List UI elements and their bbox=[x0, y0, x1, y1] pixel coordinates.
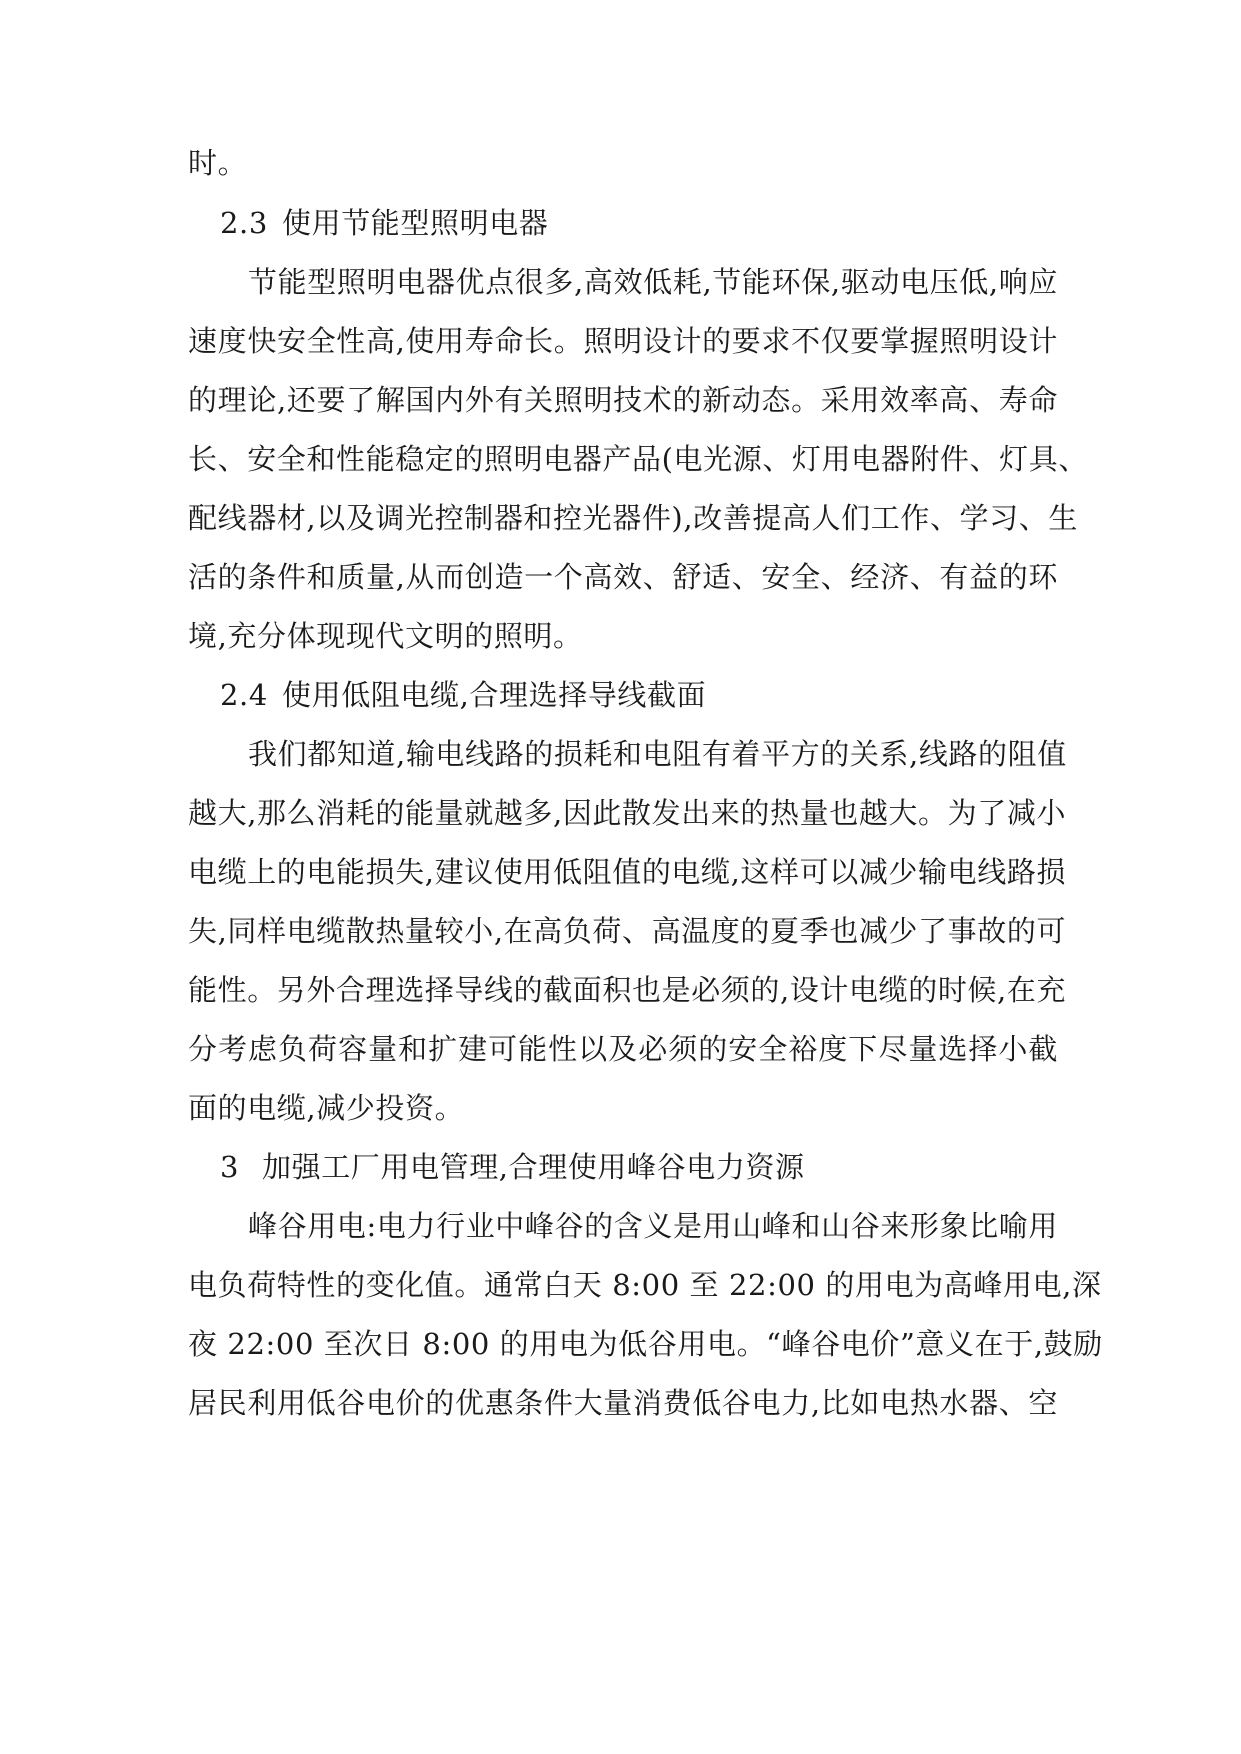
paragraph-line: 失,同样电缆散热量较小,在高负荷、高温度的夏季也减少了事故的可 bbox=[188, 914, 1067, 948]
paragraph-line: 电负荷特性的变化值。通常白天 8:00 至 22:00 的用电为高峰用电,深 bbox=[188, 1268, 1102, 1302]
section-number: 2.3 bbox=[220, 206, 268, 240]
paragraph-line: 境,充分体现现代文明的照明。 bbox=[188, 619, 583, 653]
section-heading-2-3 bbox=[220, 203, 548, 243]
section-title: 使用节能型照明电器 bbox=[282, 206, 549, 240]
paragraph-line: 能性。另外合理选择导线的截面积也是必须的,设计电缆的时候,在充 bbox=[188, 973, 1067, 1007]
section-title: 使用低阻电缆,合理选择导线截面 bbox=[282, 678, 707, 712]
section-heading-3 bbox=[220, 1147, 805, 1187]
paragraph-line: 的理论,还要了解国内外有关照明技术的新动态。采用效率高、寿命 bbox=[188, 383, 1058, 417]
paragraph-line: 电缆上的电能损失,建议使用低阻值的电缆,这样可以减少输电线路损 bbox=[188, 855, 1067, 889]
paragraph-line: 我们都知道,输电线路的损耗和电阻有着平方的关系,线路的阻值 bbox=[248, 737, 1067, 771]
paragraph-line: 活的条件和质量,从而创造一个高效、舒适、安全、经济、有益的环 bbox=[188, 560, 1058, 594]
paragraph-line: 居民利用低谷电价的优惠条件大量消费低谷电力,比如电热水器、空 bbox=[188, 1386, 1058, 1420]
paragraph-line: 速度快安全性高,使用寿命长。照明设计的要求不仅要掌握照明设计 bbox=[188, 324, 1058, 358]
paragraph-line: 峰谷用电:电力行业中峰谷的含义是用山峰和山谷来形象比喻用 bbox=[248, 1209, 1058, 1243]
paragraph-continuation-line: 时。 bbox=[188, 146, 248, 180]
paragraph-line: 越大,那么消耗的能量就越多,因此散发出来的热量也越大。为了减小 bbox=[188, 796, 1067, 830]
section-title: 加强工厂用电管理,合理使用峰谷电力资源 bbox=[262, 1150, 805, 1184]
paragraph-line: 分考虑负荷容量和扩建可能性以及必须的安全裕度下尽量选择小截 bbox=[188, 1032, 1058, 1066]
paragraph-line: 夜 22:00 至次日 8:00 的用电为低谷用电。“峰谷电价”意义在于,鼓励 bbox=[188, 1327, 1103, 1361]
paragraph-line: 配线器材,以及调光控制器和控光器件),改善提高人们工作、学习、生 bbox=[188, 501, 1078, 535]
paragraph-line: 长、安全和性能稳定的照明电器产品(电光源、灯用电器附件、灯具、 bbox=[188, 442, 1088, 476]
section-number: 2.4 bbox=[220, 678, 268, 712]
paragraph-line: 面的电缆,减少投资。 bbox=[188, 1091, 465, 1125]
section-heading-2-4 bbox=[220, 675, 706, 715]
section-number: 3 bbox=[220, 1150, 240, 1184]
paragraph-line: 节能型照明电器优点很多,高效低耗,节能环保,驱动电压低,响应 bbox=[248, 265, 1058, 299]
